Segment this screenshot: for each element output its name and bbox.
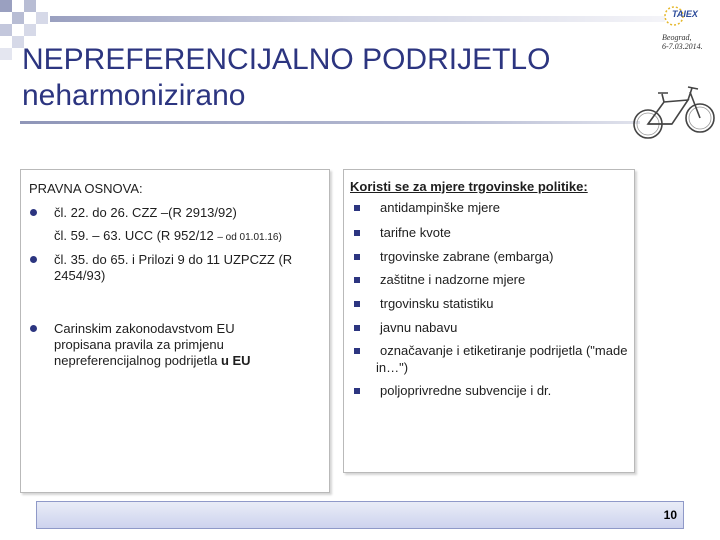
- square-bullet-icon: [354, 254, 360, 260]
- legal-item-1-line1: čl. 22. do 26. CZZ –(R 2913/92): [54, 205, 237, 220]
- square-bullet-icon: [354, 230, 360, 236]
- square-bullet-icon: [354, 277, 360, 283]
- trade-item: javnu nabavu: [380, 320, 458, 335]
- trade-item: antidampinške mjere: [380, 200, 500, 215]
- title-line-1: NEPREFERENCIJALNO PODRIJETLO: [22, 43, 551, 76]
- square-bullet-icon: [354, 301, 360, 307]
- trade-item: zaštitne i nadzorne mjere: [380, 272, 526, 287]
- legal-item-3-line2: propisana pravila za primjenu: [54, 337, 224, 352]
- legal-item-3-line3: nepreferencijalnog podrijetla u EU: [54, 353, 251, 368]
- square-bullet-icon: [354, 348, 360, 354]
- square-bullet-icon: [354, 205, 360, 211]
- page-title: [22, 42, 550, 114]
- legal-basis-box: [20, 169, 330, 493]
- page-number: 10: [663, 508, 677, 522]
- top-gradient-rule: [50, 16, 665, 22]
- square-bullet-icon: [354, 325, 360, 331]
- trade-policy-heading: Koristi se za mjere trgovinske politike:: [350, 179, 588, 194]
- bullet-icon: [30, 209, 37, 216]
- legal-basis-heading: PRAVNA OSNOVA:: [29, 181, 143, 196]
- trade-item: trgovinsku statistiku: [380, 296, 494, 311]
- legal-item-2-line2: 2454/93): [54, 268, 106, 283]
- trade-item: označavanje i etiketiranje podrijetla ("made: [380, 343, 628, 358]
- legal-item-1-line2: čl. 59. – 63. UCC (R 952/12 – od 01.01.16): [54, 228, 282, 243]
- square-bullet-icon: [354, 388, 360, 394]
- bicycle-icon: [632, 78, 718, 142]
- trade-policy-box: [343, 169, 635, 473]
- logo-text: TAIEX: [672, 9, 698, 19]
- bullet-icon: [30, 325, 37, 332]
- legal-item-3-line1: Carinskim zakonodavstvom EU: [54, 321, 235, 336]
- place-date: Beograd, 6-7.03.2014.: [662, 33, 703, 51]
- trade-item: poljoprivredne subvencije i dr.: [380, 383, 552, 398]
- title-underline: [20, 121, 640, 124]
- bullet-icon: [30, 256, 37, 263]
- footer-bar: [36, 501, 684, 529]
- trade-item-continuation: in…"): [376, 360, 409, 375]
- legal-item-2-line1: čl. 35. do 65. i Prilozi 9 do 11 UZPCZZ (R: [54, 252, 293, 267]
- title-line-2: neharmonizirano: [22, 79, 246, 112]
- trade-item: tarifne kvote: [380, 225, 451, 240]
- trade-item: trgovinske zabrane (embarga): [380, 249, 554, 264]
